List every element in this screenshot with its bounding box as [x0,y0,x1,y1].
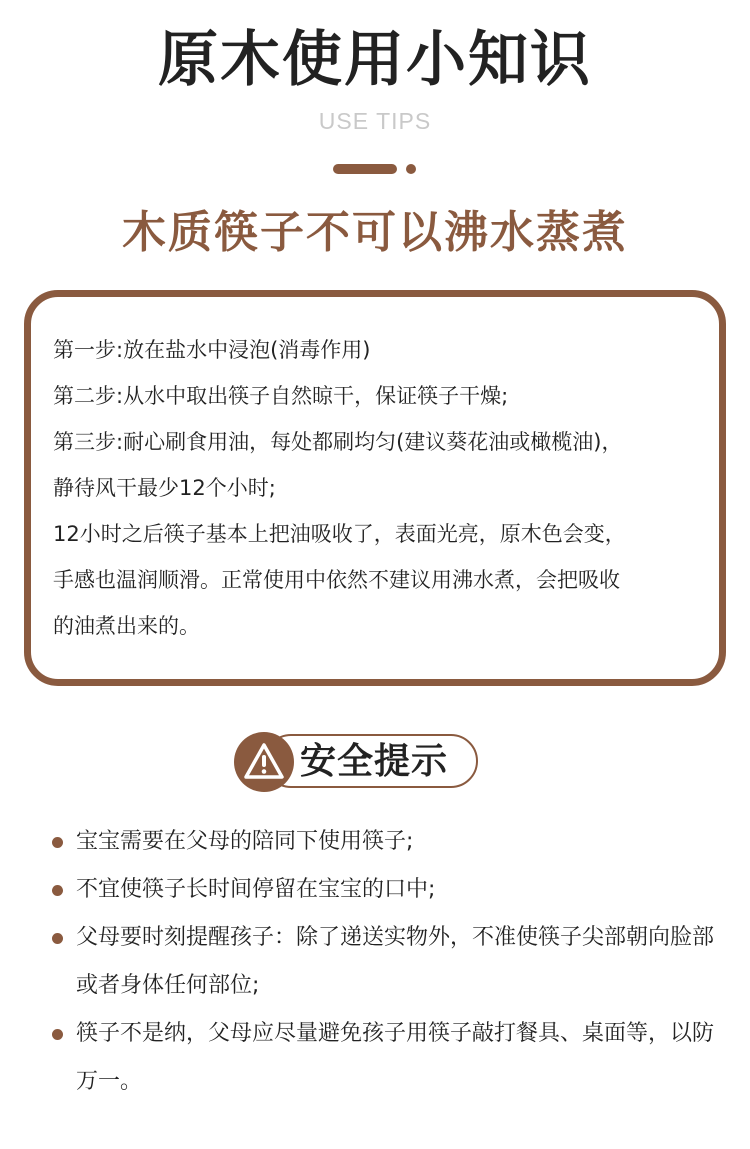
page-subtitle: USE TIPS [318,108,432,134]
section-heading: 木质筷子不可以沸水蒸煮 [122,207,628,258]
list-item-text: 父母要时刻提醒孩子：除了递送实物外，不准使筷子尖部朝向脸部或者身体任何部位; [76,925,715,998]
warning-icon [234,732,294,792]
tips-line: 第二步:从水中取出筷子自然晾干，保证筷子干燥; [53,384,509,408]
divider-dot [406,164,416,174]
list-item-text: 筷子不是纳，父母应尽量避免孩子用筷子敲打餐具、桌面等，以防万一。 [76,1021,715,1094]
page-title: 原木使用小知识 [158,25,592,95]
bullet-dot [52,885,63,896]
list-item [52,1010,722,1106]
divider-bar [333,164,397,174]
tips-line: 手感也温润顺滑。正常使用中依然不建议用沸水煮，会把吸收 [53,568,620,592]
bullet-dot [52,1029,63,1040]
list-item-text: 不宜使筷子长时间停留在宝宝的口中; [76,877,436,902]
tips-line: 第一步:放在盐水中浸泡(消毒作用) [53,338,371,362]
tips-line: 12小时之后筷子基本上把油吸收了，表面光亮，原木色会变， [53,522,626,546]
safety-title: 安全提示 [300,741,449,782]
list-item [52,866,722,914]
safety-header [234,732,482,792]
tips-line: 第三步:耐心刷食用油，每处都刷均匀(建议葵花油或橄榄油)， [53,430,623,454]
tips-line: 静待风干最少12个小时; [53,476,276,500]
list-item [52,818,722,866]
bullet-dot [52,837,63,848]
safety-list [52,818,722,1106]
list-item-text: 宝宝需要在父母的陪同下使用筷子; [76,829,414,854]
list-item [52,914,722,1010]
tips-line: 的油煮出来的。 [53,614,200,638]
tips-box [24,290,726,686]
bullet-dot [52,933,63,944]
